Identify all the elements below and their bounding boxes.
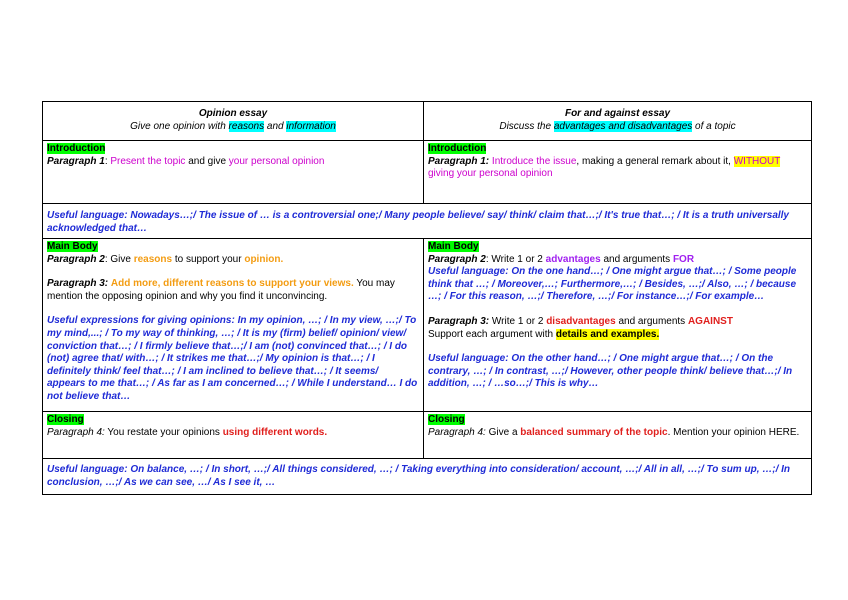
- highlight-adv-disadv: advantages and disadvantages: [553, 120, 693, 132]
- forag-p3-details: details and examples.: [555, 328, 660, 340]
- forag-body-label: Main Body: [428, 241, 479, 252]
- forag-p3-t5: Support each argument with: [428, 328, 556, 340]
- forag-p1-t4: giving your personal opinion: [428, 168, 553, 180]
- essay-comparison-table: [42, 101, 812, 495]
- opinion-p2-reasons: reasons: [133, 253, 173, 265]
- forag-p1-t1: Introduce the issue: [489, 155, 577, 167]
- forag-p2-for: FOR: [672, 253, 695, 265]
- forag-useful-against: Useful language: On the other hand…; / One might argue that…; / On the contrary, …; / In contrast, …;/ However, other people think/ believe that…;/ In addition, …; / …so…;/ This is why…: [428, 353, 793, 390]
- forag-p3-t1: Write 1 or 2: [489, 315, 547, 327]
- opinion-p4-t2: using different words.: [222, 426, 328, 438]
- opinion-closing-label: Closing: [47, 414, 84, 425]
- forag-subtitle: [428, 121, 807, 134]
- highlight-information: information: [286, 120, 336, 132]
- opinion-p3-label: Paragraph 3:: [47, 278, 109, 290]
- forag-title: For and against essay: [564, 108, 671, 119]
- forag-intro-cell: [424, 141, 812, 204]
- opinion-p2-t1: : Give: [104, 253, 134, 265]
- forag-p1-without: WITHOUT: [733, 155, 781, 167]
- opinion-title: Opinion essay: [198, 108, 268, 119]
- opinion-subtitle-and: and: [264, 120, 287, 132]
- useful-intro-row: [43, 204, 812, 239]
- useful-closing-text: Useful language: On balance, …; / In short, …;/ All things considered, …; / Taking everything into consideration/ account, …;/ All in all, …;/ To sum up, …;/ In conclusion, …;/ As we can see, …/ As I see it, …: [47, 464, 791, 488]
- opinion-intro-label: Introduction: [47, 143, 106, 154]
- forag-p2-label: Paragraph 2: [428, 253, 486, 265]
- useful-intro-text: Useful language: Nowadays…;/ The issue of … is a controversial one;/ Many people believe/ say/ think/ claim that…;/ It's true that…; / It is a truth universally acknowledged that…: [47, 210, 789, 234]
- forag-p2-t1: : Write 1 or 2: [485, 253, 546, 265]
- opinion-intro-cell: [43, 141, 424, 204]
- useful-closing-row: [43, 459, 812, 495]
- opinion-header-cell: [43, 102, 424, 141]
- opinion-p1-t2: and give: [185, 155, 229, 167]
- forag-p2-t3: and arguments: [600, 253, 673, 265]
- opinion-subtitle-text: Give one opinion with: [130, 120, 229, 132]
- forag-p3-against: AGAINST: [687, 315, 733, 327]
- forag-subtitle-text: Discuss the: [499, 120, 554, 132]
- forag-closing-cell: [424, 412, 812, 459]
- forag-intro-label: Introduction: [428, 143, 487, 154]
- opinion-p3-t1: Add more, different reasons to support your views.: [110, 278, 354, 290]
- opinion-subtitle: [47, 121, 419, 134]
- opinion-p4-label: Paragraph 4:: [47, 426, 105, 438]
- opinion-p1-t3: your personal opinion: [228, 155, 325, 167]
- forag-p1-label: Paragraph 1:: [428, 155, 490, 167]
- forag-subtitle-post: of a topic: [692, 120, 736, 132]
- useful-intro-cell: [43, 204, 812, 239]
- forag-p4-t3: . Mention your opinion HERE.: [667, 426, 800, 438]
- opinion-p1-t1: Present the topic: [110, 155, 186, 167]
- forag-body-cell: [424, 239, 812, 412]
- forag-p2-advantages: advantages: [545, 253, 601, 265]
- opinion-body-label: Main Body: [47, 241, 98, 252]
- highlight-reasons: reasons: [228, 120, 265, 132]
- forag-header-cell: [424, 102, 812, 141]
- forag-p4-t1: Give a: [485, 426, 521, 438]
- opinion-p2-opinion: opinion.: [244, 253, 284, 265]
- introduction-row: [43, 141, 812, 204]
- forag-p1-t2: , making a general remark about it,: [576, 155, 734, 167]
- opinion-p4-t1: You restate your opinions: [104, 426, 223, 438]
- opinion-body-cell: [43, 239, 424, 412]
- closing-row: [43, 412, 812, 459]
- opinion-closing-cell: [43, 412, 424, 459]
- useful-closing-cell: [43, 459, 812, 495]
- forag-closing-label: Closing: [428, 414, 465, 425]
- opinion-p1-label: Paragraph 1: [47, 155, 105, 167]
- main-body-row: [43, 239, 812, 412]
- opinion-p1-colon: :: [104, 155, 111, 167]
- opinion-p2-t3: to support your: [172, 253, 245, 265]
- opinion-useful-expressions: Useful expressions for giving opinions: In my opinion, …; / In my view, …;/ To my mind,...; / To my way of thinking, …; / It is my (firm) belief/ opinion/ view/ conviction that…; / I firmly believe that…;/ I am (not) convinced that…; / I do (not) agree that/ with…; / It strikes me that…;/ My opinion is that…; / I definitely think/ feel that…; / I am inclined to believe that…; / It seems/ appears to me that…; / As far as I am concerned…; / While I understand… I do not believe that…: [47, 315, 418, 402]
- opinion-p2-label: Paragraph 2: [47, 253, 105, 265]
- forag-p4-summary: balanced summary of the topic: [520, 426, 668, 438]
- forag-p3-label: Paragraph 3:: [428, 315, 490, 327]
- forag-p4-label: Paragraph 4:: [428, 426, 486, 438]
- forag-p3-disadvantages: disadvantages: [546, 315, 616, 327]
- forag-useful-for: Useful language: On the one hand…; / One might argue that…; / Some people think that …; / Moreover,…; Furthermore,…; / Besides, …;/ Also, …; / because …; / For this reason, …;/ Therefore, …;/ For instance…;/ For example…: [428, 266, 797, 303]
- opinion-p3-t2: You may mention the opposing opinion and why you find it unconvincing.: [47, 278, 395, 302]
- header-row: [43, 102, 812, 141]
- forag-p3-t3: and arguments: [615, 315, 688, 327]
